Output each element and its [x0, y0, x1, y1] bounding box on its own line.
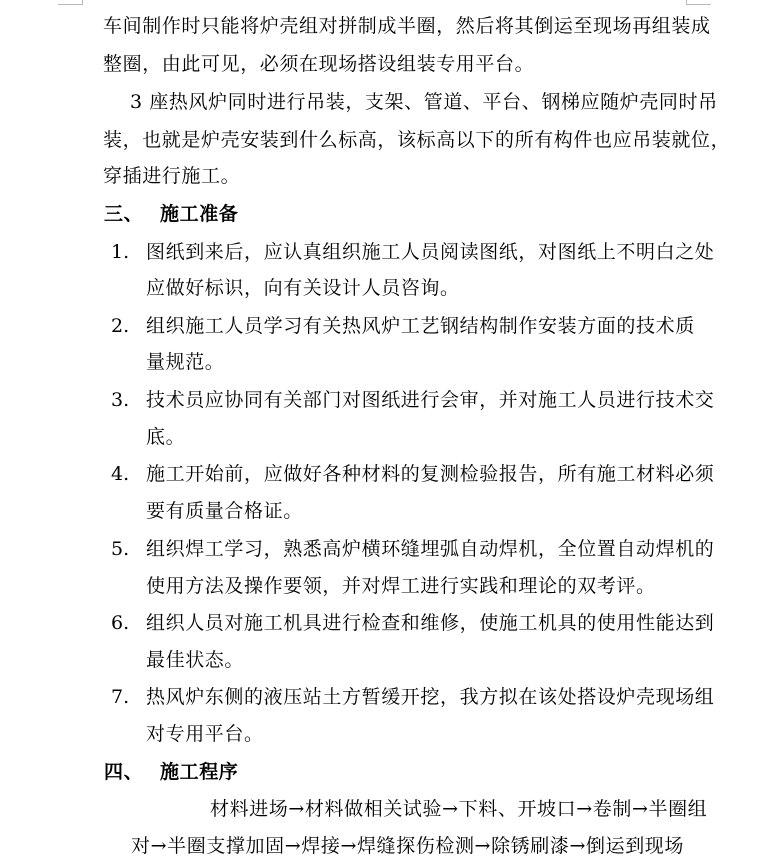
intro-paragraph-2-line-2: 装，也就是炉壳安装到什么标高，该标高以下的所有构件也应吊装就位，: [103, 129, 731, 151]
list-item-number: 3.: [111, 389, 130, 411]
list-item-line-1: 图纸到来后，应认真组织施工人员阅读图纸，对图纸上不明白之处: [146, 241, 715, 263]
list-item-line-1: 组织施工人员学习有关热风炉工艺钢结构制作安装方面的技术质: [146, 315, 695, 337]
intro-paragraph-1-line-2: 整圈，由此可见，必须在现场搭设组装专用平台。: [103, 53, 535, 75]
intro-paragraph-1-line-1: 车间制作时只能将炉壳组对拼制成半圈，然后将其倒运至现场再组装成: [103, 15, 711, 37]
process-flow-line-2: 对→半圈支撑加固→焊接→焊缝探伤检测→除锈刷漆→倒运到现场: [131, 835, 685, 857]
list-item-line-2: 应做好标识，向有关设计人员咨询。: [146, 277, 460, 299]
list-item-line-1: 热风炉东侧的液压站土方暂缓开挖，我方拟在该处搭设炉壳现场组: [146, 686, 715, 708]
intro-paragraph-2-line-3: 穿插进行施工。: [103, 165, 241, 187]
list-item-line-1: 组织焊工学习，熟悉高炉横环缝埋弧自动焊机，全位置自动焊机的: [146, 538, 715, 560]
list-item-line-2: 量规范。: [146, 351, 225, 373]
section-4-number: 四、: [104, 761, 144, 783]
list-item-line-2: 最佳状态。: [146, 649, 245, 671]
list-item-number: 4.: [111, 463, 130, 485]
section-4-title: 施工程序: [160, 761, 239, 783]
list-item-number: 5.: [111, 538, 130, 560]
list-item-line-2: 使用方法及操作要领，并对焊工进行实践和理论的双考评。: [146, 575, 656, 597]
list-item-line-2: 要有质量合格证。: [146, 500, 303, 522]
list-item-line-1: 技术员应协同有关部门对图纸进行会审，并对施工人员进行技术交: [146, 389, 715, 411]
list-item-line-2: 底。: [146, 426, 186, 448]
page-corner-mark-right: [686, 0, 711, 5]
list-item-number: 7.: [111, 686, 130, 708]
list-item-number: 1.: [111, 241, 130, 263]
list-item-line-2: 对专用平台。: [146, 723, 264, 745]
list-item-line-1: 施工开始前，应做好各种材料的复测检验报告，所有施工材料必须: [146, 463, 715, 485]
section-3-title: 施工准备: [160, 203, 239, 225]
intro-paragraph-2-line-1: 3 座热风炉同时进行吊装，支架、管道、平台、钢梯应随炉壳同时吊: [130, 91, 718, 113]
section-3-number: 三、: [104, 203, 144, 225]
process-flow-line-1: 材料进场→材料做相关试验→下料、开坡口→卷制→半圈组: [210, 798, 708, 820]
list-item-number: 6.: [111, 612, 130, 634]
list-item-number: 2.: [111, 315, 130, 337]
page-corner-mark-left: [58, 0, 83, 5]
list-item-line-1: 组织人员对施工机具进行检查和维修，使施工机具的使用性能达到: [146, 612, 715, 634]
